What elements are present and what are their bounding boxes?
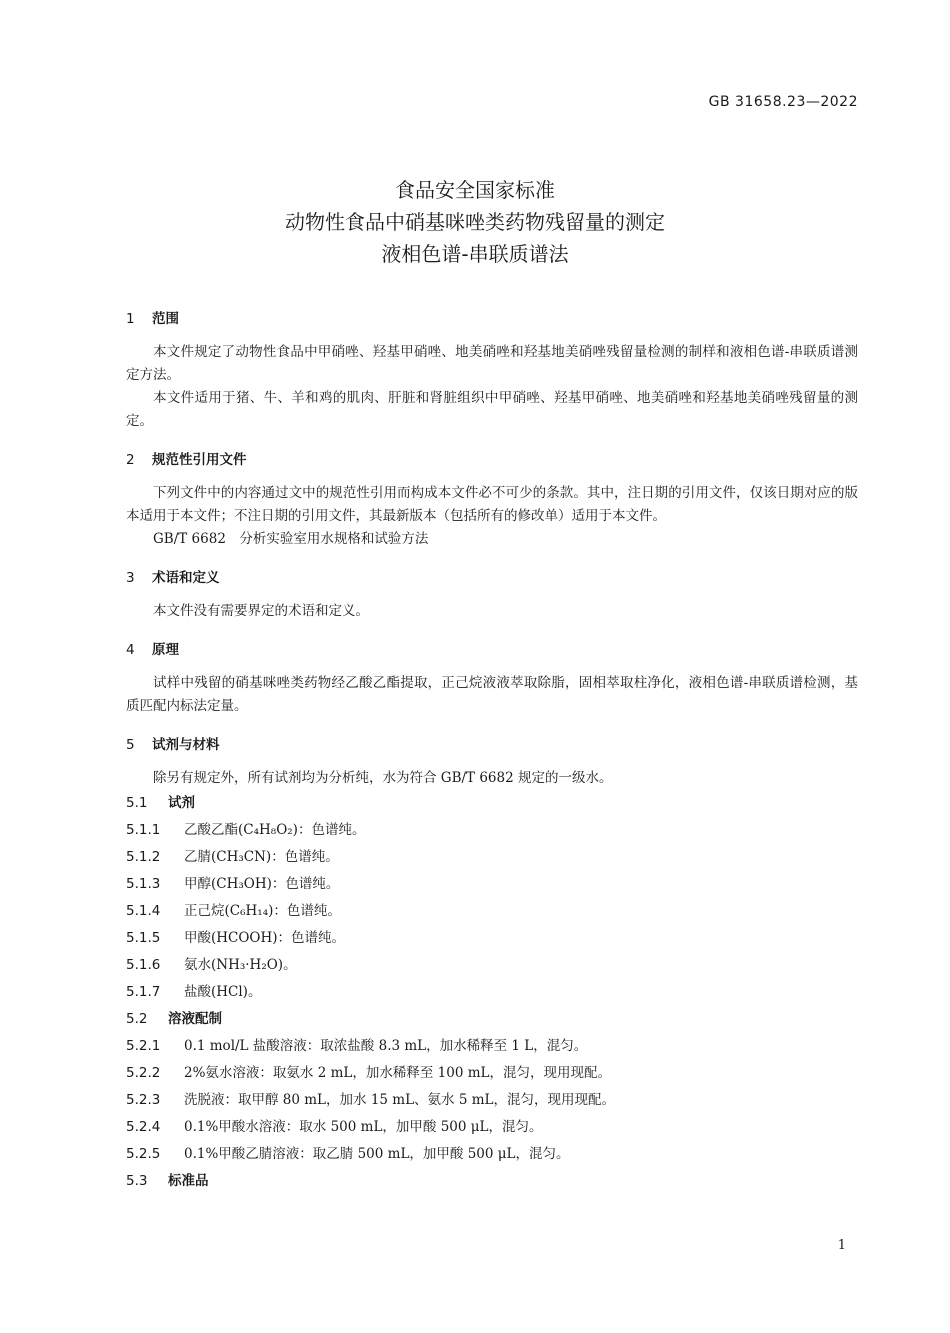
subsection-heading-standards [126,1168,858,1195]
item-text: 甲酸(HCOOH)：色谱纯。 [184,930,346,946]
section-heading-references [126,449,858,472]
section-number: 5 [126,737,135,753]
section-title: 试剂与材料 [152,737,220,753]
item-number: 5.1.1 [126,822,161,838]
item-text: 洗脱液：取甲醇 80 mL，加水 15 mL、氨水 5 mL，混匀，现用现配。 [184,1092,615,1108]
item-text: 乙腈(CH₃CN)：色谱纯。 [184,849,339,865]
paragraph: 下列文件中的内容通过文中的规范性引用而构成本文件必不可少的条款。其中，注日期的引用文件，仅该日期对应的版本适用于本文件；不注日期的引用文件，其最新版本（包括所有的修改单）适用于本文件。 [126,485,858,524]
subsection-number: 5.3 [126,1173,148,1189]
item-number: 5.2.3 [126,1092,161,1108]
subsection-heading-reagents [126,790,858,817]
item-number: 5.2.2 [126,1065,161,1081]
item-number: 5.2.5 [126,1146,161,1162]
section-heading-terms [126,567,858,590]
paragraph: 本文件没有需要界定的术语和定义。 [153,603,369,619]
solution-item [126,1060,858,1087]
title-line-1: 食品安全国家标准 [395,178,555,202]
section-title: 术语和定义 [152,570,220,586]
section-number: 3 [126,570,135,586]
item-number: 5.2.4 [126,1119,161,1135]
section-number: 1 [126,311,135,327]
subsection-title: 试剂 [168,795,195,811]
item-number: 5.1.6 [126,957,161,973]
solution-item [126,1033,858,1060]
item-text: 0.1%甲酸乙腈溶液：取乙腈 500 mL，加甲酸 500 μL，混匀。 [184,1146,570,1162]
solution-item [126,1141,858,1168]
item-number: 5.1.3 [126,876,161,892]
reagent-item [126,844,858,871]
title-line-3: 液相色谱-串联质谱法 [381,242,569,266]
reagent-item [126,898,858,925]
item-text: 甲醇(CH₃OH)：色谱纯。 [184,876,340,892]
paragraph: 除另有规定外，所有试剂均为分析纯，水为符合 GB/T 6682 规定的一级水。 [153,770,613,786]
item-number: 5.1.2 [126,849,161,865]
section-title: 范围 [152,311,179,327]
item-number: 5.2.1 [126,1038,161,1054]
reagent-item [126,952,858,979]
item-text: 氨水(NH₃·H₂O)。 [184,957,297,973]
page-number: 1 [837,1238,846,1253]
section-heading-reagents-materials [126,734,858,757]
section-title: 原理 [152,642,179,658]
item-number: 5.1.4 [126,903,161,919]
item-text: 乙酸乙酯(C₄H₈O₂)：色谱纯。 [184,822,366,838]
section-number: 4 [126,642,135,658]
paragraph: 本文件适用于猪、牛、羊和鸡的肌肉、肝脏和肾脏组织中甲硝唑、羟基甲硝唑、地美硝唑和羟基地美硝唑残留量的测定。 [126,390,858,429]
subsection-heading-solutions [126,1006,858,1033]
document-body [126,300,858,1195]
section-heading-scope [126,308,858,331]
section-heading-principle [126,639,858,662]
document-title [0,174,950,270]
paragraph: 本文件规定了动物性食品中甲硝唑、羟基甲硝唑、地美硝唑和羟基地美硝唑残留量检测的制样和液相色谱-串联质谱测定方法。 [126,344,858,383]
standard-code: GB 31658.23—2022 [708,94,858,110]
item-text: 盐酸(HCl)。 [184,984,262,1000]
subsection-number: 5.2 [126,1011,148,1027]
item-text: 0.1 mol/L 盐酸溶液：取浓盐酸 8.3 mL，加水稀释至 1 L，混匀。 [184,1038,588,1054]
reagent-item [126,817,858,844]
reagent-item [126,871,858,898]
item-text: 0.1%甲酸水溶液：取水 500 mL，加甲酸 500 μL，混匀。 [184,1119,543,1135]
solution-item [126,1087,858,1114]
title-line-2: 动物性食品中硝基咪唑类药物残留量的测定 [285,210,665,234]
item-text: 正己烷(C₆H₁₄)：色谱纯。 [184,903,341,919]
item-text: 2%氨水溶液：取氨水 2 mL，加水稀释至 100 mL，混匀，现用现配。 [184,1065,611,1081]
reagent-item [126,979,858,1006]
subsection-title: 标准品 [168,1173,209,1189]
solution-item [126,1114,858,1141]
section-number: 2 [126,452,135,468]
item-number: 5.1.7 [126,984,161,1000]
reagent-item [126,925,858,952]
reference-item: GB/T 6682 分析实验室用水规格和试验方法 [153,531,429,547]
item-number: 5.1.5 [126,930,161,946]
subsection-number: 5.1 [126,795,148,811]
subsection-title: 溶液配制 [168,1011,222,1027]
paragraph: 试样中残留的硝基咪唑类药物经乙酸乙酯提取，正己烷液液萃取除脂，固相萃取柱净化，液相色谱-串联质谱检测，基质匹配内标法定量。 [126,675,858,714]
section-title: 规范性引用文件 [152,452,247,468]
